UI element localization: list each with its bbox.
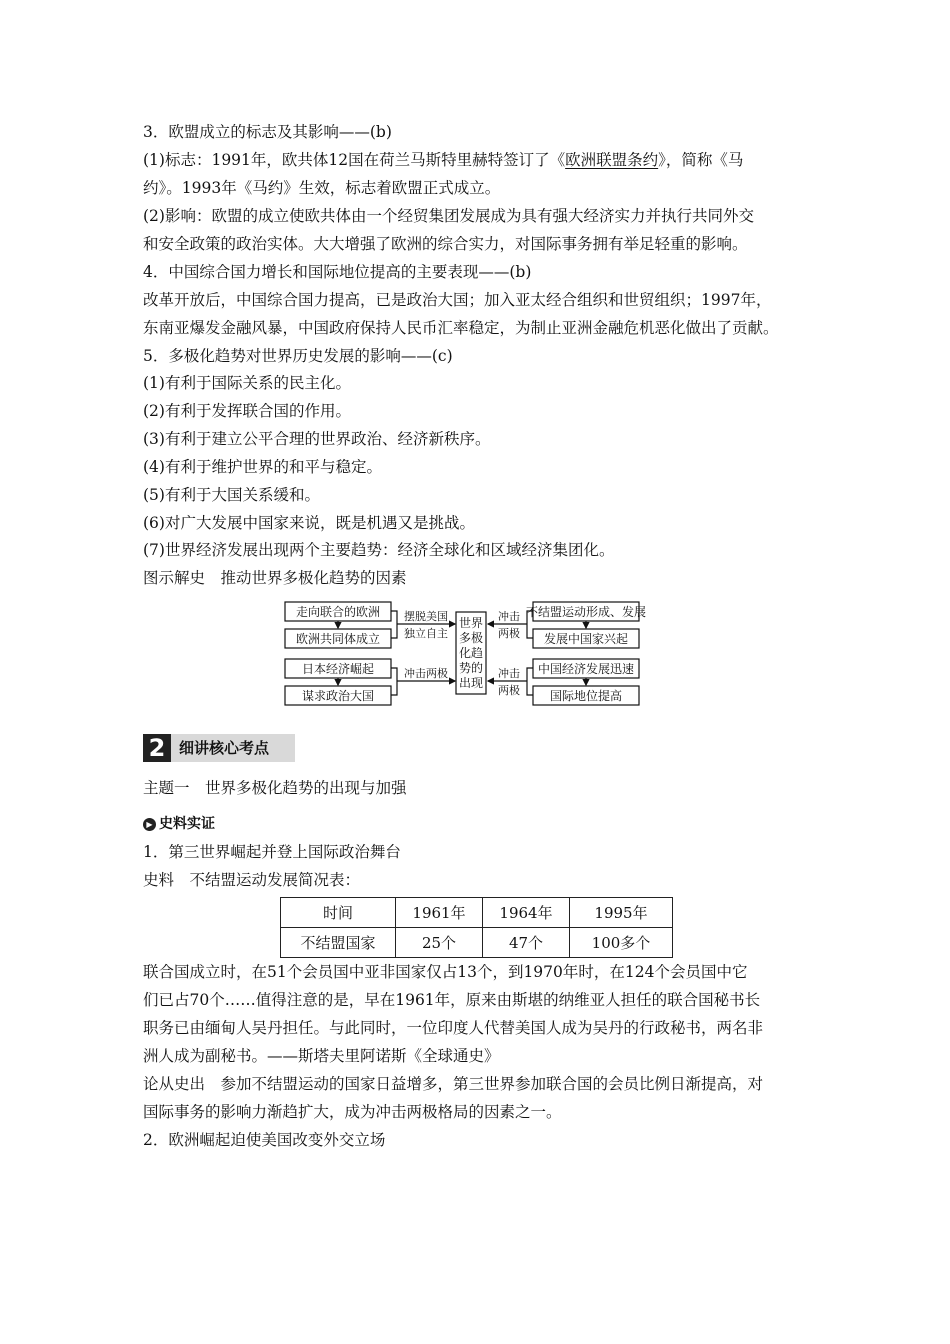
section3-p2-line1: (2)影响：欧盟的成立使欧共体由一个经贸集团发展成为具有强大经济实力并执行共同外交 [143,207,754,225]
table-row [281,928,673,958]
label-impact-left: 冲击两极 [404,667,448,680]
label-ec-founded: 欧洲共同体成立 [295,632,381,646]
nam-table [280,897,673,958]
label-europe-union: 走向联合的欧洲 [295,605,381,619]
section5-item: (4)有利于维护世界的和平与稳定。 [143,458,382,476]
section3-p1-line2: 约》。1993年《马约》生效，标志着欧盟正式成立。 [143,179,501,197]
evidence-tag [143,814,215,834]
conclusion-line: 国际事务的影响力渐趋扩大，成为冲击两极格局的因素之一。 [143,1103,562,1121]
quote-line: 洲人成为副秘书。——斯塔夫里阿诺斯《全球通史》 [143,1047,500,1065]
quote-line: 联合国成立时，在51个会员国中亚非国家仅占13个，到1970年时，在124个会员国中它 [143,963,748,981]
play-icon: ▶ [143,818,156,831]
table-cell: 不结盟国家 [281,928,396,958]
label-japan-rise: 日本经济崛起 [301,662,375,676]
label-nam: 不结盟运动形成、发展 [525,605,647,619]
theme-item-1: 1．第三世界崛起并登上国际政治舞台 [143,843,401,861]
label-japan-political: 谋求政治大国 [301,689,375,703]
section-number: 2 [143,734,171,762]
label-bipolar: 两极 [498,684,520,697]
center-line: 世界 [458,616,484,630]
center-line: 多极 [458,631,484,645]
diagram-caption: 图示解史 推动世界多极化趋势的因素 [143,569,407,587]
theme-title: 主题一 世界多极化趋势的出现与加强 [143,779,407,797]
table-cell: 1995年 [570,898,673,928]
label-impact: 冲击 [498,610,520,623]
label-china-status: 国际地位提高 [549,689,623,703]
table-row [281,898,673,928]
section-heading: 细讲核心考点 [171,734,295,762]
evidence-tag-label: 史料实证 [159,816,215,832]
section4-p-line2: 东南亚爆发金融风暴，中国政府保持人民币汇率稳定，为制止亚洲金融危机恶化做出了贡献。 [143,319,779,337]
label-impact: 冲击 [498,667,520,680]
table-cell: 47个 [483,928,570,958]
section3-p2-line2: 和安全政策的政治实体。大大增强了欧洲的综合实力，对国际事务拥有举足轻重的影响。 [143,235,748,253]
center-line: 化趋 [458,646,484,660]
label-developing: 发展中国家兴起 [543,632,629,646]
section5-item: (7)世界经济发展出现两个主要趋势：经济全球化和区域经济集团化。 [143,541,615,559]
center-line: 势的 [458,661,484,675]
table-cell: 100多个 [570,928,673,958]
theme-item-2: 2．欧洲崛起迫使美国改变外交立场 [143,1131,386,1149]
center-line: 出现 [458,676,484,690]
section5-item: (1)有利于国际关系的民主化。 [143,374,351,392]
quote-line: 们已占70个……值得注意的是，早在1961年，原来由斯堪的纳维亚人担任的联合国秘书长 [143,991,761,1009]
section5-item: (6)对广大发展中国家来说，既是机遇又是挑战。 [143,514,475,532]
section5-item: (3)有利于建立公平合理的世界政治、经济新秩序。 [143,430,491,448]
table-cell: 时间 [281,898,396,928]
section5-title: 5．多极化趋势对世界历史发展的影响——(c) [143,347,453,365]
treaty-name: 欧洲联盟条约 [565,151,659,169]
section3-title: 3．欧盟成立的标志及其影响——(b) [143,123,392,141]
text-run: 》，简称《马 [658,151,744,169]
label-independent: 独立自主 [404,627,448,640]
table-cell: 1961年 [396,898,483,928]
conclusion-line: 论从史出 参加不结盟运动的国家日益增多，第三世界参加联合国的会员比例日渐提高，对 [143,1075,764,1093]
section5-item: (5)有利于大国关系缓和。 [143,486,320,504]
quote-line: 职务已由缅甸人吴丹担任。与此同时，一位印度人代替美国人成为吴丹的行政秘书，两名非 [143,1019,764,1037]
label-bipolar: 两极 [498,627,520,640]
section5-item: (2)有利于发挥联合国的作用。 [143,402,351,420]
label-escape-us: 摆脱美国 [404,610,448,623]
label-china-economy: 中国经济发展迅速 [537,662,635,676]
section4-title: 4．中国综合国力增长和国际地位提高的主要表现——(b) [143,263,532,281]
section4-p-line1: 改革开放后，中国综合国力提高，已是政治大国；加入亚太经合组织和世贸组织；1997年， [143,291,772,309]
source-label: 史料 不结盟运动发展简况表： [143,871,361,889]
text-run: (1)标志：1991年，欧共体12国在荷兰马斯特里赫特签订了《 [143,151,566,169]
table-cell: 25个 [396,928,483,958]
table-cell: 1964年 [483,898,570,928]
